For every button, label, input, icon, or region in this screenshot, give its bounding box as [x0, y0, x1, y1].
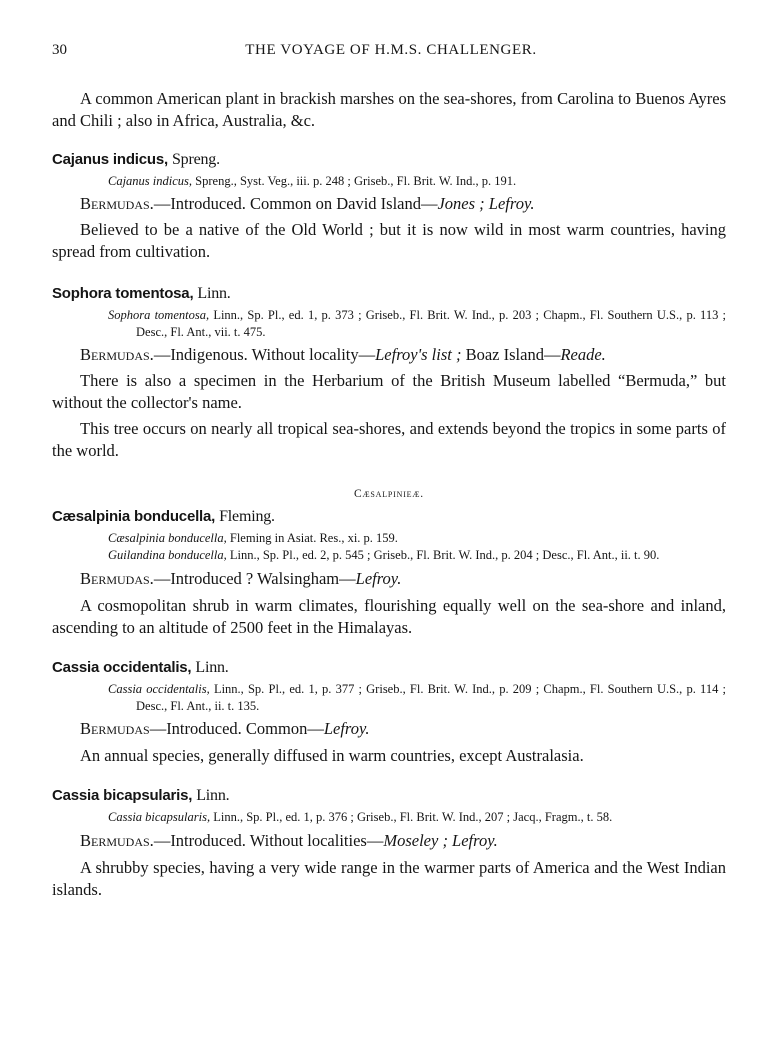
- reference-text: Linn., Sp. Pl., ed. 1, p. 373 ; Griseb., Fl. Brit. W. Ind., p. 203 ; Chapm., Fl. Southern U.S., p. 113 ; Desc., Fl. Ant., vii. t. 475.: [136, 308, 727, 339]
- locality-text: —Introduced. Without localities—: [153, 831, 384, 850]
- locality-text: —Introduced ? Walsingham—: [153, 569, 356, 588]
- page-number: 30: [52, 42, 67, 58]
- page-header: [52, 42, 730, 64]
- species-heading: [52, 659, 726, 677]
- species-reference: [52, 547, 726, 564]
- species-authority: Linn.: [197, 285, 231, 302]
- species-reference: [52, 530, 726, 547]
- reference-synonym: Cæsalpinia bonducella,: [108, 531, 227, 545]
- locality-label: Bermudas.: [80, 194, 154, 213]
- species-reference: [52, 809, 726, 826]
- species-heading: [52, 151, 726, 169]
- reference-synonym: Cassia bicapsularis,: [108, 810, 211, 824]
- species-authority: Spreng.: [171, 151, 220, 168]
- collector-names: Lefroy.: [355, 569, 402, 588]
- collector-names: Jones ; Lefroy.: [437, 194, 535, 213]
- species-authority: Linn.: [196, 787, 230, 804]
- locality-label: Bermudas.: [80, 569, 154, 588]
- species-note: A shrubby species, having a very wide range in the warmer parts of America and the West Indian islands.: [52, 858, 726, 899]
- collector-names: Moseley ; Lefroy.: [383, 831, 498, 850]
- species-note: This tree occurs on nearly all tropical sea-shores, and extends beyond the tropics in some parts of the world.: [52, 419, 726, 460]
- species-note: Believed to be a native of the Old World ; but it is now wild in most warm countries, having spread from cultivation.: [52, 220, 726, 261]
- locality-label: Bermudas.: [80, 345, 154, 364]
- reference-synonym: Guilandina bonducella,: [108, 548, 227, 562]
- species-name: Cæsalpinia bonducella,: [52, 508, 216, 525]
- species-authority: Fleming.: [219, 508, 275, 525]
- species-note: There is also a specimen in the Herbarium of the British Museum labelled “Bermuda,” but without the collector's name.: [52, 371, 726, 412]
- species-authority: Linn.: [195, 659, 229, 676]
- species-reference: [52, 681, 726, 715]
- locality-label: Bermudas.: [80, 831, 154, 850]
- species-heading: [52, 787, 726, 805]
- locality-text: —Introduced. Common on David Island—: [153, 194, 438, 213]
- species-heading: [52, 508, 726, 526]
- reference-synonym: Cassia occidentalis,: [108, 682, 210, 696]
- locality-line: [52, 830, 726, 852]
- locality-line: [52, 344, 726, 366]
- tribe-heading: Cæsalpinieæ.: [354, 488, 424, 500]
- collector-names: Lefroy.: [323, 719, 370, 738]
- locality-line: [52, 568, 726, 590]
- reference-text: Fleming in Asiat. Res., xi. p. 159.: [229, 531, 398, 545]
- species-name: Cassia occidentalis,: [52, 659, 192, 676]
- locality-line: [52, 718, 726, 740]
- species-reference: [52, 173, 726, 190]
- species-reference: [52, 307, 726, 341]
- species-name: Cajanus indicus,: [52, 151, 168, 168]
- reference-synonym: Sophora tomentosa,: [108, 308, 210, 322]
- page-body: [52, 88, 726, 901]
- collector-names: Reade.: [560, 345, 606, 364]
- species-note: A cosmopolitan shrub in warm climates, flourishing equally well on the sea-shore and inland, ascending to an altitude of 2500 feet in the Himalayas.: [52, 596, 726, 637]
- locality-text: —Indigenous. Without locality—: [153, 345, 376, 364]
- species-note: An annual species, generally diffused in warm countries, except Australasia.: [80, 746, 584, 765]
- species-heading: [52, 285, 726, 303]
- reference-text: Linn., Sp. Pl., ed. 2, p. 545 ; Griseb., Fl. Brit. W. Ind., p. 204 ; Desc., Fl. Ant., ii. t. 90.: [229, 548, 660, 562]
- reference-text: Linn., Sp. Pl., ed. 1, p. 376 ; Griseb., Fl. Brit. W. Ind., 207 ; Jacq., Fragm., t. 58.: [213, 810, 613, 824]
- intro-paragraph: A common American plant in brackish marshes on the sea-shores, from Carolina to Buenos Ayres and Chili ; also in Africa, Australia, &c.: [52, 89, 726, 130]
- reference-synonym: Cajanus indicus,: [108, 174, 193, 188]
- species-name: Sophora tomentosa,: [52, 285, 194, 302]
- species-name: Cassia bicapsularis,: [52, 787, 193, 804]
- reference-text: Linn., Sp. Pl., ed. 1, p. 377 ; Griseb., Fl. Brit. W. Ind., p. 209 ; Chapm., Fl. Southern U.S., p. 114 ; Desc., Fl. Ant., ii. t. 135.: [136, 682, 726, 713]
- collector-names: Lefroy's list ;: [375, 345, 462, 364]
- running-title: THE VOYAGE OF H.M.S. CHALLENGER.: [245, 42, 537, 58]
- locality-text: Boaz Island—: [461, 345, 561, 364]
- locality-line: [52, 193, 726, 215]
- locality-label: Bermudas: [80, 719, 150, 738]
- reference-text: Spreng., Syst. Veg., iii. p. 248 ; Griseb., Fl. Brit. W. Ind., p. 191.: [195, 174, 517, 188]
- locality-text: —Introduced. Common—: [149, 719, 324, 738]
